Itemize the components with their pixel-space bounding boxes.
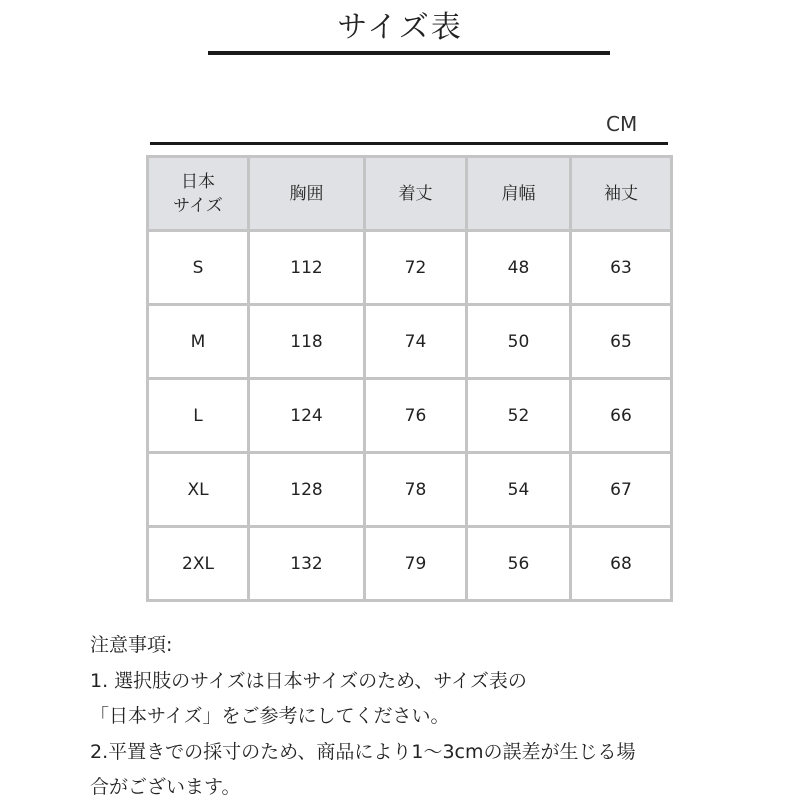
cell-size: S: [148, 231, 249, 305]
cell-size: M: [148, 305, 249, 379]
header-chest: 胸囲: [249, 157, 365, 231]
title-divider: [208, 51, 610, 55]
notes-section: [90, 628, 790, 800]
table-header-row: [148, 157, 672, 231]
cell-sleeve: 67: [571, 453, 672, 527]
header-japan-size-line2: サイズ: [173, 195, 223, 216]
cell-chest: 132: [249, 527, 365, 601]
cell-shoulder: 56: [467, 527, 571, 601]
table-row: [148, 231, 672, 305]
header-length: 着丈: [365, 157, 467, 231]
cell-chest: 124: [249, 379, 365, 453]
table-row: [148, 305, 672, 379]
table-row: [148, 379, 672, 453]
unit-divider: [150, 142, 668, 145]
cell-size: L: [148, 379, 249, 453]
unit-label: CM: [606, 112, 638, 136]
cell-chest: 112: [249, 231, 365, 305]
notes-line: 2.平置きでの採寸のため、商品により1～3cmの誤差が生じる場: [90, 740, 636, 763]
cell-length: 74: [365, 305, 467, 379]
cell-shoulder: 50: [467, 305, 571, 379]
notes-line: 「日本サイズ」をご参考にしてください。: [90, 705, 450, 727]
cell-shoulder: 52: [467, 379, 571, 453]
cell-length: 76: [365, 379, 467, 453]
cell-size: 2XL: [148, 527, 249, 601]
page-title: サイズ表: [337, 10, 463, 45]
notes-line: 合がございます。: [90, 776, 241, 798]
cell-size: XL: [148, 453, 249, 527]
size-table: [146, 155, 673, 602]
cell-chest: 118: [249, 305, 365, 379]
table-row: [148, 527, 672, 601]
cell-shoulder: 54: [467, 453, 571, 527]
cell-length: 79: [365, 527, 467, 601]
cell-chest: 128: [249, 453, 365, 527]
header-sleeve: 袖丈: [571, 157, 672, 231]
cell-sleeve: 68: [571, 527, 672, 601]
cell-shoulder: 48: [467, 231, 571, 305]
header-japan-size: [148, 157, 249, 231]
cell-length: 72: [365, 231, 467, 305]
table-row: [148, 453, 672, 527]
header-shoulder: 肩幅: [467, 157, 571, 231]
cell-length: 78: [365, 453, 467, 527]
cell-sleeve: 66: [571, 379, 672, 453]
cell-sleeve: 63: [571, 231, 672, 305]
notes-heading: 注意事項:: [90, 634, 173, 656]
cell-sleeve: 65: [571, 305, 672, 379]
notes-line: 1. 選択肢のサイズは日本サイズのため、サイズ表の: [90, 669, 527, 692]
header-japan-size-line1: 日本: [181, 171, 215, 192]
